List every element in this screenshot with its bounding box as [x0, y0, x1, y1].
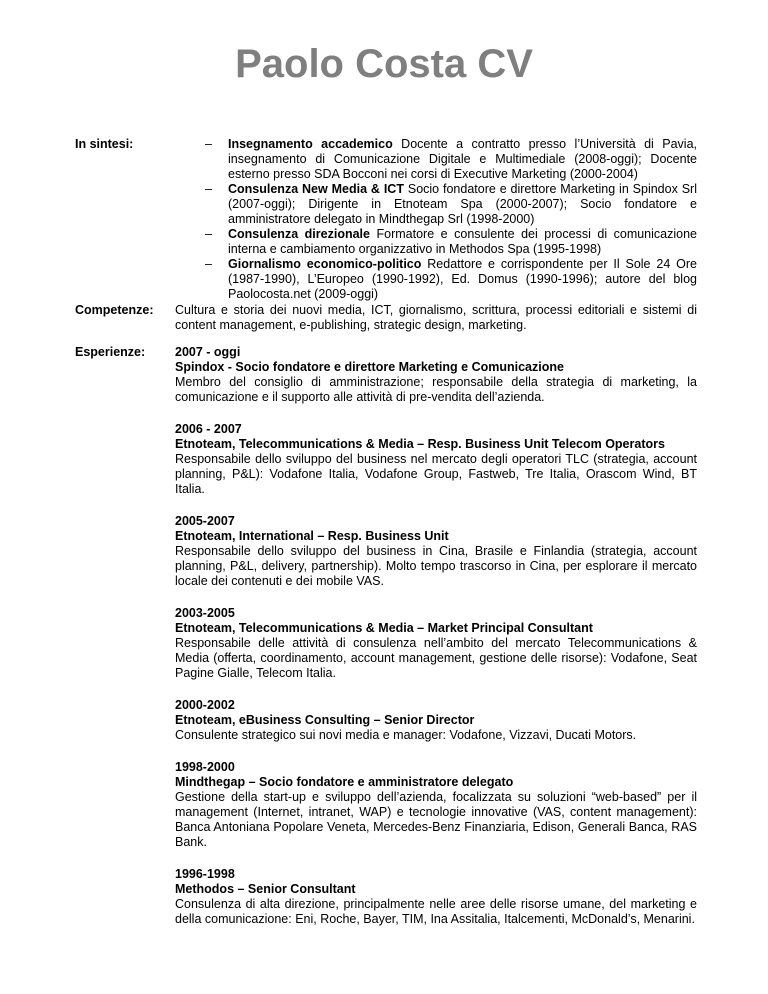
experience-description: Responsabile dello sviluppo del business in Cina, Brasile e Finlandia (strategia, account planning, P&L, delivery, partnership). Molto tempo trascorso in Cina, per esplorare il mercato locale dei contenuti e dei mobile VAS. [175, 544, 697, 588]
sintesi-item [175, 257, 697, 302]
dash-bullet-icon: – [205, 227, 212, 241]
section-label: Esperienze: [75, 345, 146, 359]
experience-role: Etnoteam, eBusiness Consulting – Senior Director [175, 713, 475, 727]
experience-period: 2005-2007 [175, 514, 235, 528]
experience-period: 2000-2002 [175, 698, 235, 712]
experience-entry [175, 422, 697, 497]
experience-period: 2003-2005 [175, 606, 235, 620]
sintesi-list [175, 137, 697, 302]
sintesi-item [175, 227, 697, 257]
sintesi-item-text: Formatore e consulente dei processi di comunicazione interna e cambiamento organizzativo in Methodos Spa (1995-1998) [228, 227, 697, 256]
sintesi-item [175, 182, 697, 227]
experience-description: Consulenza di alta direzione, principalmente nelle aree delle risorse umane, del marketing e della comunicazione: Eni, Roche, Bayer, TIM, Ina Assitalia, Italcementi, McDonald’s, Menarini. [175, 897, 697, 926]
experience-period: 1996-1998 [175, 867, 235, 881]
experience-role: Mindthegap – Socio fondatore e amministratore delegato [175, 775, 514, 789]
sintesi-item-heading: Insegnamento accademico [228, 137, 393, 151]
experience-period: 2007 - oggi [175, 345, 241, 359]
experience-entry [175, 345, 697, 405]
dash-bullet-icon: – [205, 137, 212, 151]
sintesi-body [175, 137, 697, 302]
experience-description: Responsabile dello sviluppo del business nel mercato degli operatori TLC (strategia, account planning, P&L): Vodafone Italia, Vodafone Group, Fastweb, Tre Italia, Orascom Wind, BT Italia. [175, 452, 697, 496]
sintesi-item-text: Socio fondatore e direttore Marketing in Spindox Srl (2007-oggi); Dirigente in Etnoteam Spa (2000-2007); Socio fondatore e amministratore delegato in Mindthegap Srl (1998-2000) [228, 182, 697, 226]
experience-description: Gestione della start-up e sviluppo dell’azienda, focalizzata su soluzioni “web-based” per il management (Internet, intranet, WAP) e tecnologie innovative (VAS, content management): Banca Antoniana Popolare Veneta, Mercedes-Benz Finanziaria, Edison, Generali Banca, RAS Bank. [175, 790, 697, 849]
experience-role: Etnoteam, Telecommunications & Media – Resp. Business Unit Telecom Operators [175, 437, 665, 451]
experience-period: 2006 - 2007 [175, 422, 242, 436]
experience-description: Membro del consiglio di amministrazione; responsabile della strategia di marketing, la comunicazione e il supporto alle attività di pre-vendita dell’azienda. [175, 375, 697, 404]
sintesi-item-heading: Consulenza New Media & ICT [228, 182, 404, 196]
section-label: Competenze: [75, 303, 154, 317]
experience-entry [175, 760, 697, 850]
dash-bullet-icon: – [205, 257, 212, 271]
experience-role: Etnoteam, Telecommunications & Media – Market Principal Consultant [175, 621, 593, 635]
competenze-text: Cultura e storia dei nuovi media, ICT, giornalismo, scrittura, processi editoriali e sistemi di content management, e-publishing, strategic design, marketing. [175, 303, 697, 332]
page-title: Paolo Costa CV [235, 42, 533, 86]
sintesi-item-heading: Consulenza direzionale [228, 227, 370, 241]
experience-description: Responsabile delle attività di consulenza nell’ambito del mercato Telecommunications & Media (offerta, coordinamento, account management, gestione delle risorse): Vodafone, Seat Pagine Gialle, Telecom Italia. [175, 636, 697, 680]
experience-entry [175, 698, 697, 743]
sintesi-item-text: Docente a contratto presso l’Università di Pavia, insegnamento di Comunicazione Digitale e Multimediale (2008-oggi); Docente esterno presso SDA Bocconi nei corsi di Executive Marketing (2000-2004) [228, 137, 697, 181]
experience-entry [175, 867, 697, 927]
experience-entry [175, 514, 697, 589]
sintesi-item [175, 137, 697, 182]
experience-role: Spindox - Socio fondatore e direttore Marketing e Comunicazione [175, 360, 564, 374]
sintesi-item-text: Redattore e corrispondente per Il Sole 24 Ore (1987-1990), L’Europeo (1990-1992), Ed. Domus (1990-1996); autore del blog Paolocosta.net (2009-oggi) [228, 257, 697, 301]
dash-bullet-icon: – [205, 182, 212, 196]
esperienze-list [175, 345, 697, 944]
experience-period: 1998-2000 [175, 760, 235, 774]
experience-role: Etnoteam, International – Resp. Business Unit [175, 529, 449, 543]
section-label: In sintesi: [75, 137, 134, 151]
experience-entry [175, 606, 697, 681]
sintesi-item-heading: Giornalismo economico-politico [228, 257, 422, 271]
experience-description: Consulente strategico sui novi media e manager: Vodafone, Vizzavi, Ducati Motors. [175, 728, 637, 742]
experience-role: Methodos – Senior Consultant [175, 882, 356, 896]
